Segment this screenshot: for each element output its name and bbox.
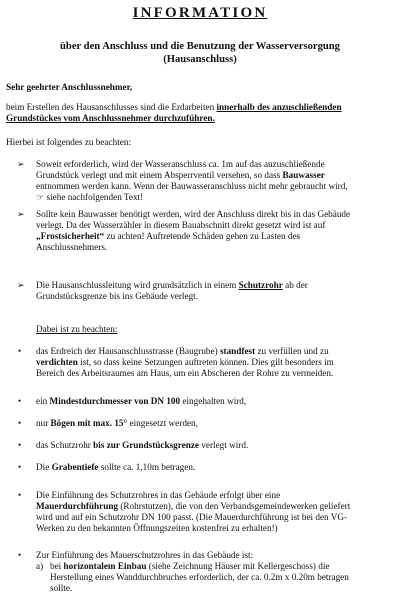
dot-bullet-icon: • (18, 550, 22, 560)
arrow-bullet-icon: ➢ (17, 159, 25, 169)
point-4: das Schutzrohr bis zur Grundstücksgrenze verlegt wird. (36, 440, 249, 450)
point-3: nur Bögen mit max. 15° eingesetzt werden, (36, 418, 198, 428)
item-2-line-2: verlegt. Da der Wasserzähler in diesem Bauabschnitt direkt gesetzt wird ist auf (36, 220, 326, 230)
dot-bullet-icon: • (18, 418, 22, 428)
point-1-line-3: Bereich des Arbeitsraumes am Haus, um ein Abscheren der Rohre zu vermeiden. (36, 368, 334, 378)
point-5: Die Grabentiefe sollte ca. 1,10m betragen. (36, 462, 196, 472)
section-heading: Dabei ist zu beachten: (36, 324, 118, 334)
item-3-line-1: Die Hausanschlussleitung wird grundsätzlich in einem Schutzrohr ab der (36, 280, 308, 290)
dot-bullet-icon: • (18, 440, 22, 450)
salutation: Sehr geehrter Anschlussnehmer, (6, 82, 133, 92)
point-1-line-1: das Erdreich der Hausanschlusstrasse (Baugrube) standfest zu verfüllen und zu (36, 346, 329, 356)
dot-bullet-icon: • (18, 462, 22, 472)
document-title: INFORMATION (132, 5, 268, 21)
point-7-a-line-1: bei horizontalem Einbau (siehe Zeichnung Häuser mit Kellergeschoss) die (50, 561, 330, 571)
point-7-a-label: a) (36, 561, 44, 571)
point-6-line-2: Mauerdurchführung (Rohrstutzen), die von den Verbandsgemeindewerken geliefert (36, 501, 351, 511)
item-3-line-2: Grundstücksgrenze bis ins Gebäude verlegt. (36, 291, 199, 301)
dot-bullet-icon: • (18, 490, 22, 500)
item-2-line-1: Sollte kein Bauwasser benötigt werden, wird der Anschluss direkt bis in das Gebäude (36, 209, 351, 219)
arrow-bullet-icon: ➢ (17, 209, 25, 219)
intro-line-1: beim Erstellen des Hausanschlusses sind die Erdarbeiten innerhalb des anzuschließenden (6, 102, 342, 112)
item-1-line-3: entnommen werden kann. Wenn der Bauwasseranschluss nicht mehr gebraucht wird, (36, 181, 348, 191)
point-1-line-2: verdichten ist, so dass keine Setzungen auftreten können. Dies gilt besonders im (36, 357, 334, 367)
item-1-line-1: Soweit erforderlich, wird der Wasseranschluss ca. 1m auf das anzuschließende (36, 159, 325, 169)
dot-bullet-icon: • (18, 396, 22, 406)
item-1-line-2: Grundstück verlegt und mit einem Absperrventil versehen, so dass Bauwasser (36, 170, 325, 180)
intro-line-2: Grundstückes vom Anschlussnehmer durchzuführen. (6, 113, 215, 123)
instructions-note: Hierbei ist folgendes zu beachten: (6, 137, 132, 147)
point-6-line-4: Werken zu den bekannten Öffnungszeiten kostenfrei zu erhalten!) (36, 523, 278, 533)
item-2-line-4: Anschlussnehmers. (36, 242, 108, 252)
item-1-line-4: ☞ siehe nachfolgenden Text! (36, 192, 144, 202)
subtitle-line-1: über den Anschluss und die Benutzung der Wasserversorgung (60, 41, 340, 52)
dot-bullet-icon: • (18, 346, 22, 356)
item-2-line-3: „Frostsicherheit“ zu achten! Auftretende Schäden gehen zu Lasten des (36, 231, 301, 241)
point-7-a-line-3: sollte. (50, 583, 73, 593)
point-6-line-3: wird und auf ein Schutzrohr DN 100 passt. (Die Mauerdurchführung ist bei den VG- (36, 512, 348, 522)
point-7-line-1: Zur Einführung des Mauerschutzrohres in das Gebäude ist: (36, 550, 254, 560)
point-6-line-1: Die Einführung des Schutzrohres in das Gebäude erfolgt über eine (36, 490, 281, 500)
arrow-bullet-icon: ➢ (17, 280, 25, 290)
subtitle-line-2: (Hausanschluss) (163, 54, 237, 65)
point-2: ein Mindestdurchmesser von DN 100 eingehalten wird, (36, 396, 247, 406)
point-7-a-line-2: Herstellung eines Wanddurchbruches erforderlich, der ca. 0.2m x 0.20m betragen (50, 572, 349, 582)
